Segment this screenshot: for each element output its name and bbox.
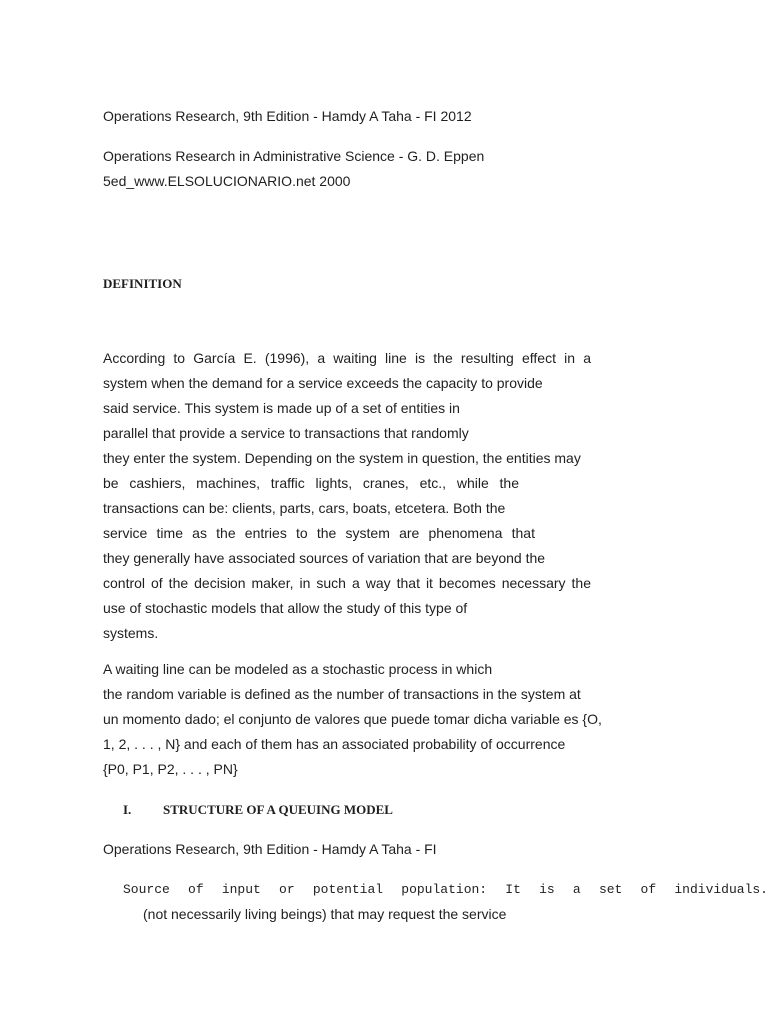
definition-paragraph-1-line: systems.: [103, 625, 159, 641]
definition-paragraph-1-line: service time as the entries to the system are phenomena that: [103, 525, 535, 541]
definition-paragraph-1-line: parallel that provide a service to transactions that randomly: [103, 425, 469, 441]
definition-paragraph-2-line: un momento dado; el conjunto de valores que puede tomar dicha variable es {O,: [103, 711, 602, 727]
definition-paragraph-2-line: {P0, P1, P2, . . . , PN}: [103, 761, 238, 777]
definition-paragraph-2-line: A waiting line can be modeled as a stochastic process in which: [103, 661, 493, 677]
reference-eppen-line-2: 5ed_www.ELSOLUCIONARIO.net 2000: [103, 173, 351, 189]
section-numeral: I.: [123, 802, 132, 817]
definition-paragraph-1-line: said service. This system is made up of a set of entities in: [103, 400, 460, 416]
reference-taha-2012: Operations Research, 9th Edition - Hamdy A Taha - FI 2012: [103, 108, 472, 124]
definition-paragraph-1-line: be cashiers, machines, traffic lights, cranes, etc., while the: [103, 475, 519, 491]
source-of-input-continuation: (not necessarily living beings) that may request the service: [143, 906, 507, 922]
definition-paragraph-1-line: they generally have associated sources of variation that are beyond the: [103, 550, 546, 566]
definition-paragraph-1-line: control of the decision maker, in such a way that it becomes necessary the: [103, 575, 591, 591]
source-of-input-line: Source of input or potential population: It is a set of individuals.: [123, 882, 768, 897]
definition-paragraph-1-line: use of stochastic models that allow the study of this type of: [103, 600, 468, 616]
definition-heading: DEFINITION: [103, 276, 182, 291]
definition-paragraph-1-line: system when the demand for a service exceeds the capacity to provide: [103, 375, 543, 391]
reference-taha: Operations Research, 9th Edition - Hamdy A Taha - FI: [103, 841, 437, 857]
definition-paragraph-2-line: 1, 2, . . . , N} and each of them has an associated probability of occurrence: [103, 736, 566, 752]
definition-paragraph-1-line: transactions can be: clients, parts, cars, boats, etcetera. Both the: [103, 500, 506, 516]
definition-paragraph-2-line: the random variable is defined as the number of transactions in the system at: [103, 686, 581, 702]
structure-heading: STRUCTURE OF A QUEUING MODEL: [163, 802, 393, 817]
definition-paragraph-1-line: they enter the system. Depending on the system in question, the entities may: [103, 450, 581, 466]
definition-paragraph-1-line: According to García E. (1996), a waiting line is the resulting effect in a: [103, 350, 591, 366]
reference-eppen-line-1: Operations Research in Administrative Science - G. D. Eppen: [103, 148, 485, 164]
